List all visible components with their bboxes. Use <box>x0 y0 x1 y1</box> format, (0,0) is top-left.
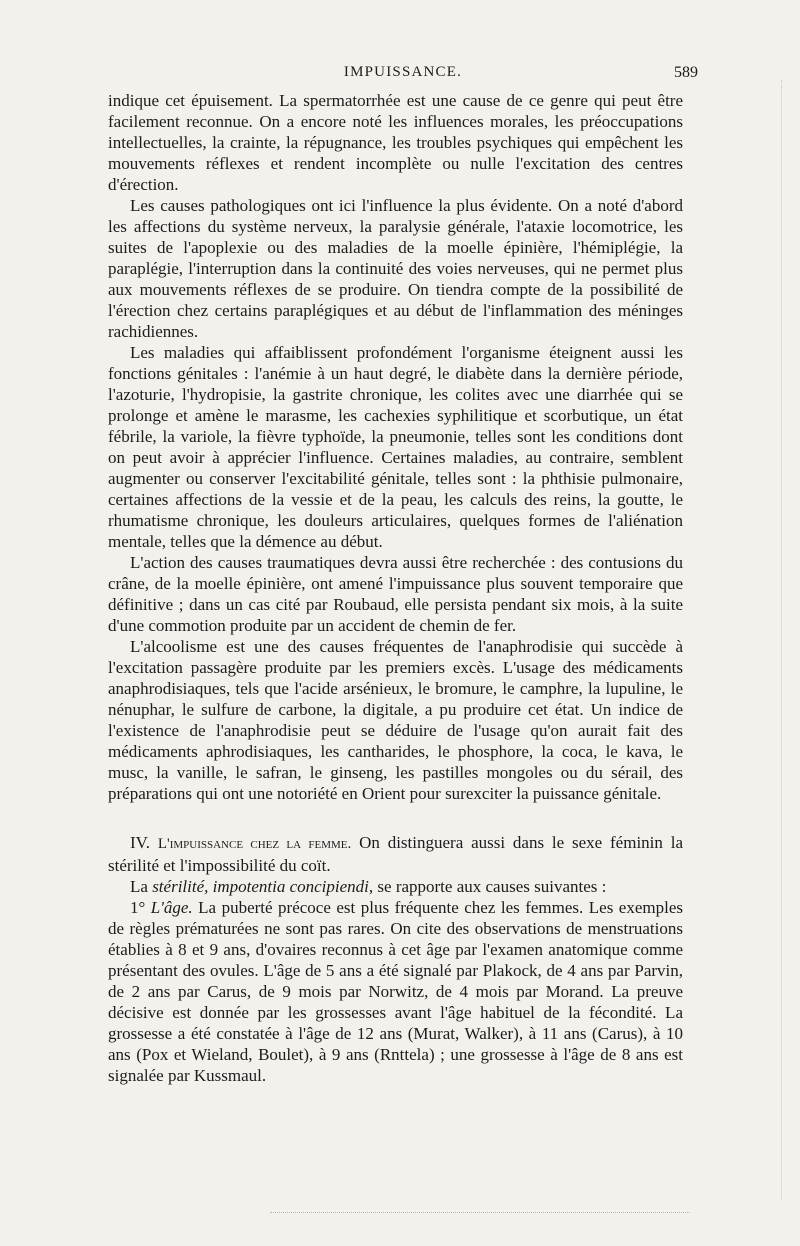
paragraph-4: L'action des causes traumatiques devra aussi être recherchée : des contusions du crâne, de la moelle épinière, ont amené l'impuissance plus souvent temporaire que définitive ; dans un cas cité par Roubaud, elle persista pendant six mois, à la suite d'une commotion produite par un accident de chemin de fer. <box>108 553 683 635</box>
paragraph-1: indique cet épuisement. La spermatorrhée est une cause de ce genre qui peut être facilement reconnue. On a encore noté les influences morales, les préoccupations intellectuelles, la crainte, la répugnance, les troubles psychiques qui empêchent les mouvements réflexes et rendent incomplète ou nulle l'excitation des centres d'érection. <box>108 91 683 194</box>
sterility-lead: La <box>130 877 148 896</box>
sterility-text: se rapporte aux causes suivantes : <box>377 877 607 896</box>
page-header <box>108 64 698 88</box>
scan-footer-artifact <box>270 1212 690 1219</box>
sterility-paragraph <box>108 876 683 897</box>
paragraph-3: Les maladies qui affaiblissent profondément l'organisme éteignent aussi les fonctions génitales : l'anémie à un haut degré, le diabète dans la dernière période, l'azoturie, l'hydropisie, la gastrite chronique, les colites avec une diarrhée qui se prolonge et amène le marasme, les cachexies syphilitique et scorbutique, un état fébrile, la variole, la fièvre typhoïde, la pneumonie, telles sont les conditions dont on peut avoir à apprécier l'influence. Certaines maladies, au contraire, semblent augmenter ou conserver l'excitabilité génitale, telles sont : la phthisie pulmonaire, certaines affections de la vessie et de la peau, les calculs des reins, la goutte, le rhumatisme chronique, les douleurs articulaires, quelques formes de l'aliénation mentale, telles que la démence au début. <box>108 343 683 551</box>
section-number: IV. <box>130 833 150 852</box>
running-head: IMPUISSANCE. <box>343 64 463 80</box>
paragraph-5: L'alcoolisme est une des causes fréquentes de l'anaphrodisie qui succède à l'excitation passagère produite par les premiers excès. L'usage des médicaments anaphrodisiaques, tels que l'acide arsénieux, le bromure, le camphre, la lupuline, le nénuphar, le sulfure de carbone, la digitale, a pu produire cet état. Un indice de l'existence de l'anaphrodisie peut se déduire de l'usage qu'on aurait fait des médicaments aphrodisiaques, les cantharides, le phosphore, la coca, le kava, le musc, la vanille, le safran, le ginseng, les pastilles mongoles ou du sérail, des préparations qui ont une notoriété en Orient pour surexciter la puissance génitale. <box>108 637 683 803</box>
section-iv <box>108 832 683 876</box>
age-paragraph <box>108 897 683 1086</box>
section-intro: On distinguera aussi dans le sexe féminin la stérilité et l'impossibilité du coït. <box>108 833 683 875</box>
page-number: 589 <box>674 64 698 81</box>
age-text: La puberté précoce est plus fréquente chez les femmes. Les exemples de règles prématurées ne sont pas rares. On cite des observations de menstruations établies à 8 et 9 ans, d'ovaires reconnus à cet âge par l'examen anatomique comme présentant des ovules. L'âge de 5 ans a été signalé par Plakock, de 4 ans par Parvin, de 2 ans par Carus, de 9 mois par Norwitz, de 4 mois par Morand. La preuve décisive est donnée par les grossesses avant l'âge habituel de la fécondité. La grossesse a été constatée à l'âge de 12 ans (Murat, Walker), à 11 ans (Carus), à 10 ans (Pox et Wieland, Boulet), à 9 ans (Rnttela) ; une grossesse à l'âge de 8 ans est signalée par Kussmaul. <box>108 898 683 1085</box>
body-text <box>108 90 683 1086</box>
sterility-term: stérilité, impotentia concipiendi, <box>152 877 374 896</box>
paragraph-2: Les causes pathologiques ont ici l'influence la plus évidente. On a noté d'abord les affections du système nerveux, la paralysie générale, l'ataxie locomotrice, les suites de l'apoplexie ou des maladies de la moelle épinière, l'hémiplégie, la paraplégie, l'interruption dans la continuité des voies nerveuses, qui ne permet plus aux mouvements réflexes de se produire. On tiendra compte de la possibilité de l'érection chez certains paraplégiques et au début de l'inflammation des méninges rachidiennes. <box>108 196 683 341</box>
scan-margin-artifacts <box>741 80 782 1200</box>
age-term: L'âge. <box>150 898 193 917</box>
section-heading: L'impuissance chez la femme. <box>157 836 352 852</box>
age-number: 1° <box>130 898 146 917</box>
